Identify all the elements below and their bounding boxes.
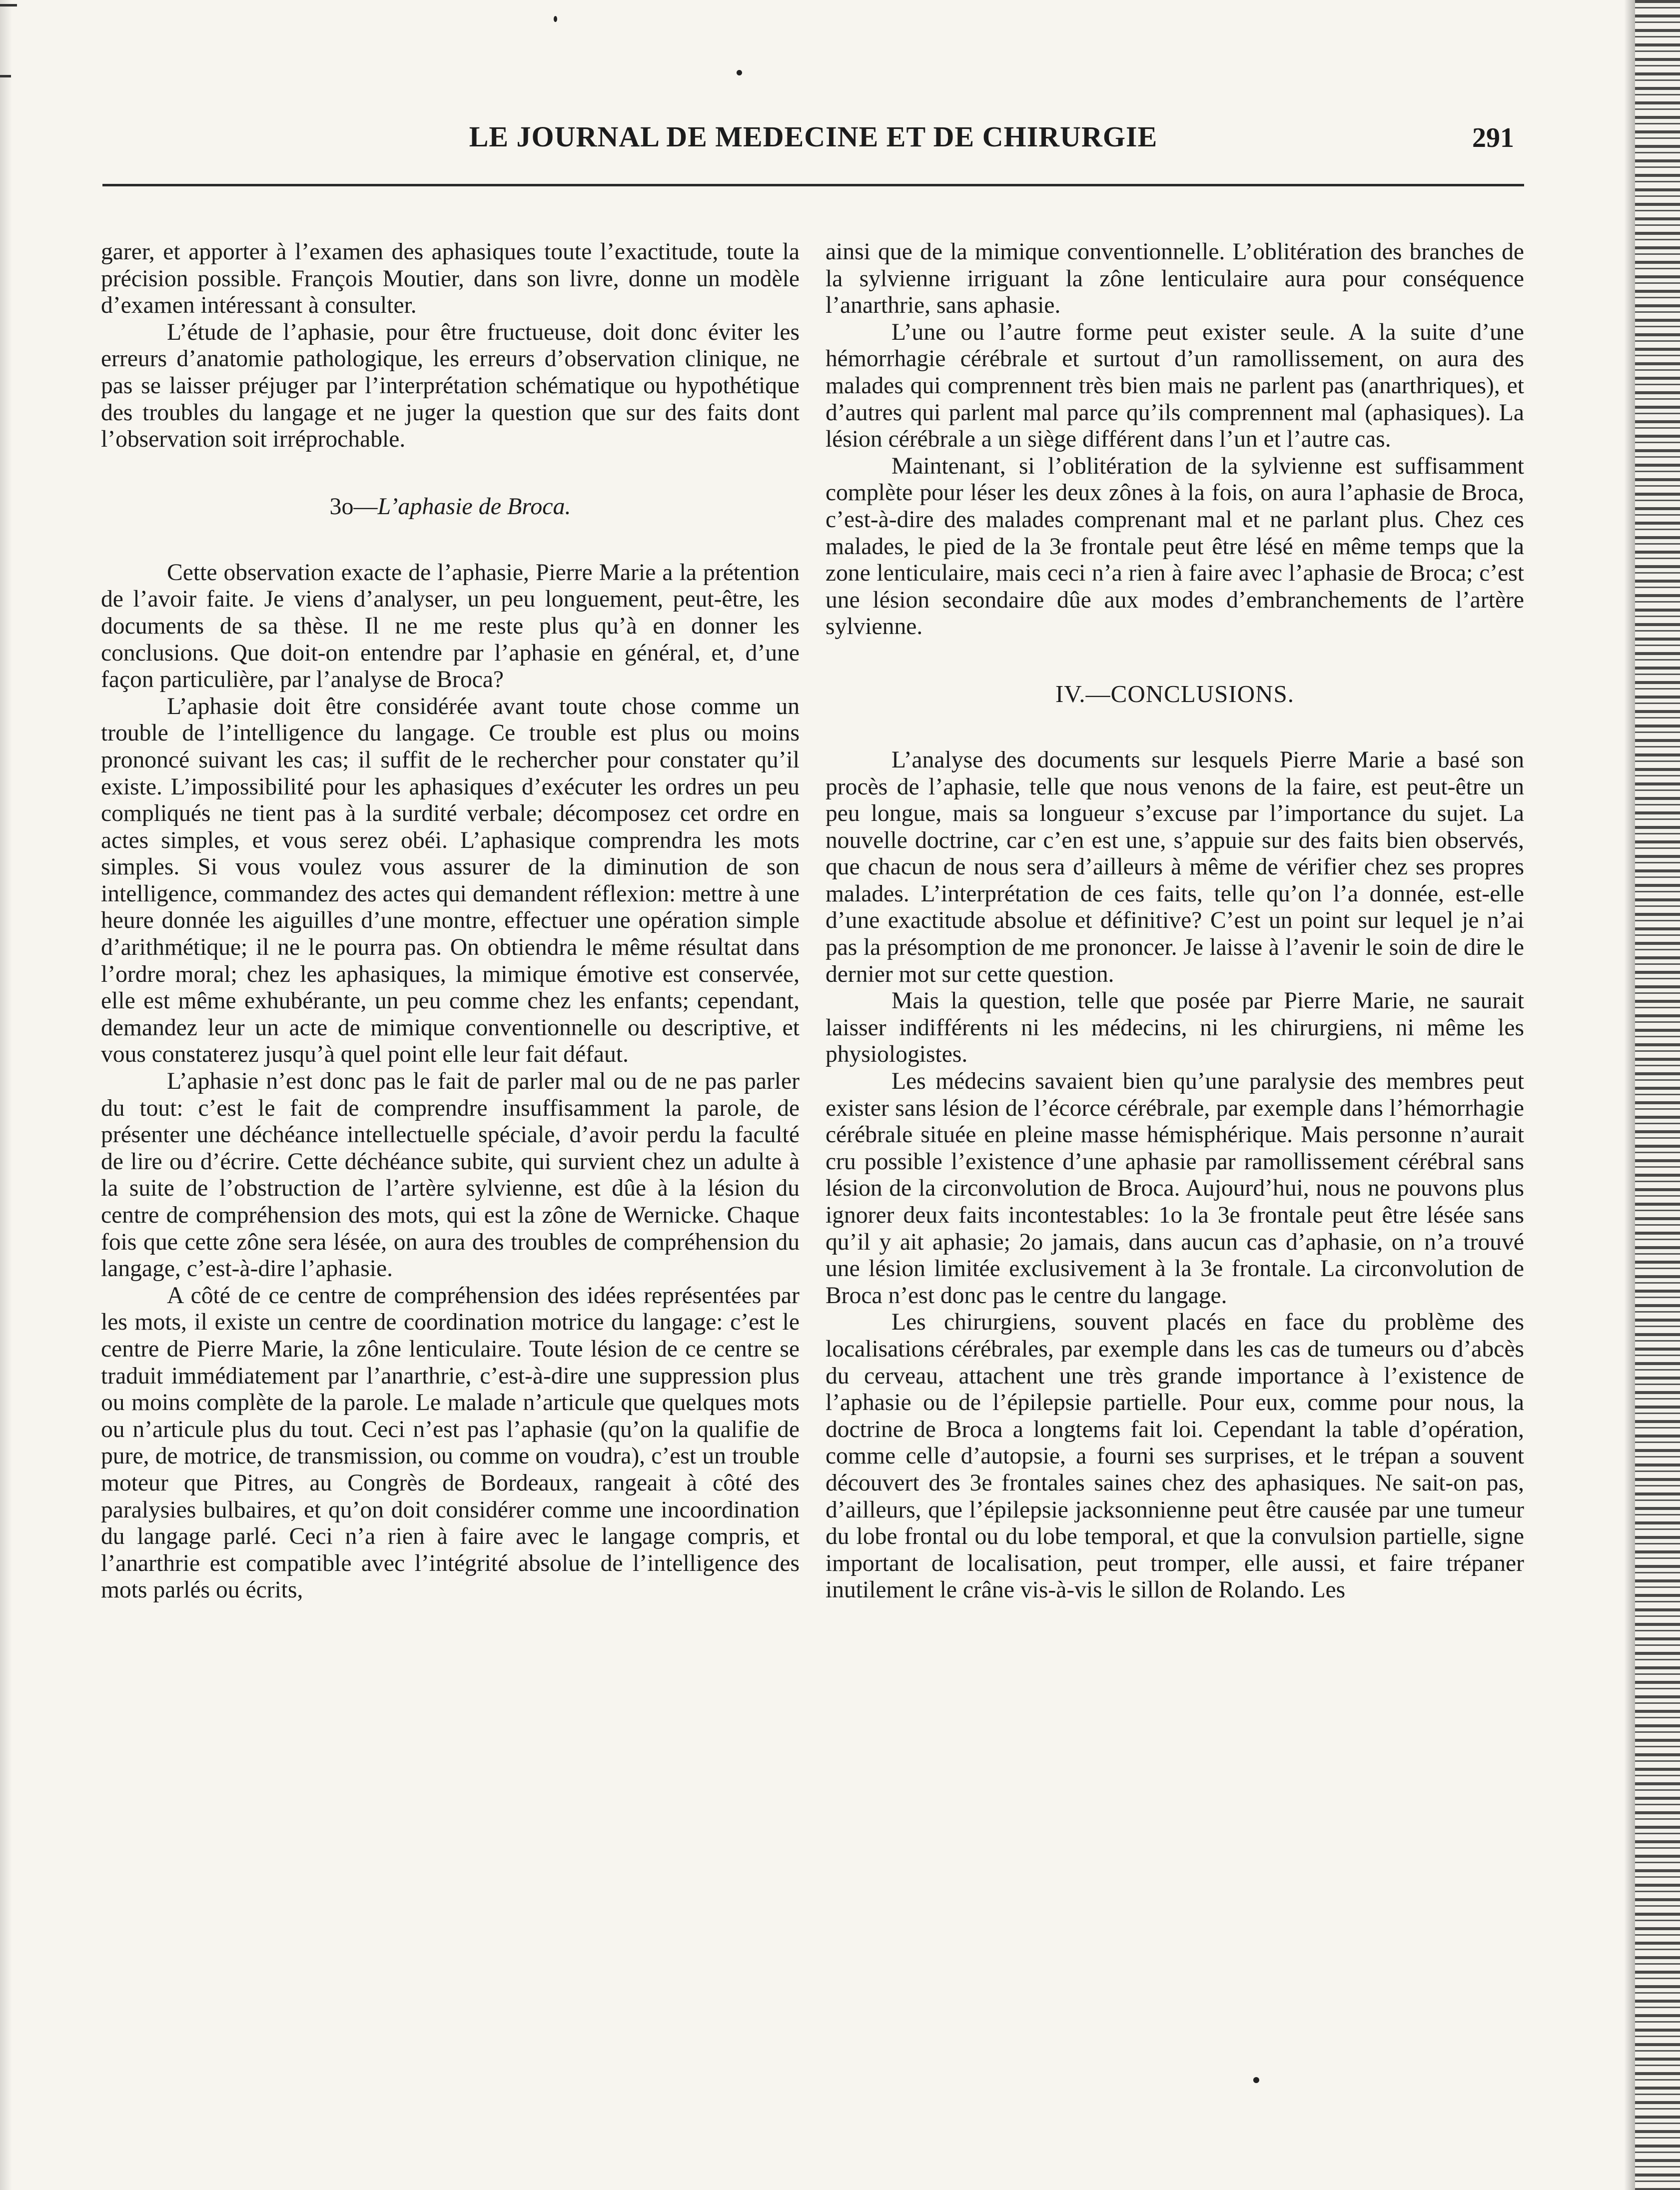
section-title: L’aphasie de Broca. bbox=[377, 493, 571, 520]
scan-edge-shadow bbox=[1624, 0, 1635, 2190]
page-header bbox=[102, 120, 1524, 175]
paragraph: ainsi que de la mimique conventionnelle. L’oblitération des branches de la sylvienne irriguant la zône lenticulaire aura pour conséquence l’anarthrie, sans aphasie. bbox=[826, 239, 1524, 319]
paragraph: garer, et apporter à l’examen des aphasiques toute l’exactitude, toute la précision possible. François Moutier, dans son livre, donne un modèle d’examen intéressant à consulter. bbox=[101, 239, 800, 319]
paragraph: A côté de ce centre de compréhension des idées représentées par les mots, il existe un centre de coordination motrice du langage: c’est le centre de Pierre Marie, la zône lenticulaire. Toute lésion de ce centre se traduit immédiatement par l’anarthrie, c’est-à-dire une suppression plus ou moins complète de la parole. Le malade n’articule que quelques mots ou n’articule plus du tout. Ceci n’est pas l’aphasie (qu’on la qualifie de pure, de motrice, de transmission, ou comme on voudra), c’est un trouble moteur que Pitres, au Congrès de Bordeaux, rangeait à côté des paralysies bulbaires, et qu’on doit considérer comme une incoordination du langage parlé. Ceci n’a rien à faire avec le langage compris, et l’anarthrie est compatible avec l’intégrité absolue de l’intelligence des mots parlés ou écrits, bbox=[101, 1282, 800, 1603]
page-number: 291 bbox=[1472, 122, 1514, 153]
paragraph: Maintenant, si l’oblitération de la sylvienne est suffisamment complète pour léser les deux zônes à la fois, on aura l’aphasie de Broca, c’est-à-dire des malades comprenant mal et ne parlant plus. Chez ces malades, le pied de la 3e frontale peut être lésé en même temps que la zone lenticulaire, mais ceci n’a rien à faire avec l’aphasie de Broca; c’est une lésion secondaire dûe aux modes d’embranchements de l’artère sylvienne. bbox=[826, 453, 1524, 640]
paragraph: L’aphasie n’est donc pas le fait de parler mal ou de ne pas parler du tout: c’est le fait de comprendre insuffisamment la parole, de présenter une déchéance intellectuelle spéciale, d’avoir perdu la faculté de lire ou d’écrire. Cette déchéance subite, qui survient chez un adulte à la suite de l’obstruction de l’artère sylvienne, est dûe à la lésion du centre de compréhension des mots, qui est la zône de Wernicke. Chaque fois que cette zône sera lésée, on aura des troubles de compréhension du langage, c’est-à-dire l’aphasie. bbox=[101, 1068, 800, 1282]
paragraph: Cette observation exacte de l’aphasie, Pierre Marie a la prétention de l’avoir faite. Je viens d’analyser, un peu longuement, peut-être, les documents de sa thèse. Il ne me reste plus qu’à en donner les conclusions. Que doit-on entendre par l’aphasie en général, et, d’une façon particulière, par l’analyse de Broca? bbox=[101, 559, 800, 693]
scan-mark bbox=[0, 75, 11, 77]
paragraph: Mais la question, telle que posée par Pierre Marie, ne saurait laisser indifférents ni les médecins, ni les chirurgiens, ni même les physiologistes. bbox=[826, 988, 1524, 1068]
paragraph: L’analyse des documents sur lesquels Pierre Marie a basé son procès de l’aphasie, telle que nous venons de la faire, est peut-être un peu longue, mais sa longueur s’excuse par l’importance du sujet. La nouvelle doctrine, car c’en est une, s’appuie sur des faits bien observés, que chacun de nous sera d’ailleurs à même de vérifier chez ses propres malades. L’interprétation de ces faits, telle qu’on l’a donnée, est-elle d’une exactitude absolue et définitive? C’est un point sur lequel je n’ai pas la présomption de me prononcer. Je laisse à l’avenir le soin de dire le dernier mot sur cette question. bbox=[826, 746, 1524, 987]
scan-binding-edge bbox=[1635, 0, 1680, 2190]
print-speck bbox=[554, 16, 557, 22]
right-column bbox=[826, 239, 1524, 1604]
paragraph: Les médecins savaient bien qu’une paralysie des membres peut exister sans lésion de l’écorce cérébrale, par exemple dans l’hémorrhagie cérébrale située en pleine masse hémisphérique. Mais personne n’aurait cru possible l’existence d’une aphasie par ramollissement cérébral sans lésion de la circonvolution de Broca. Aujourd’hui, nous ne pouvons plus ignorer deux faits incontestables: 1o la 3e frontale peut être lésée sans qu’il y ait aphasie; 2o jamais, dans aucun cas d’aphasie, on n’a trouvé une lésion limitée exclusivement à la 3e frontale. La circonvolution de Broca n’est donc pas le centre du langage. bbox=[826, 1068, 1524, 1309]
paragraph: Les chirurgiens, souvent placés en face du problème des localisations cérébrales, par exemple dans les cas de tumeurs ou d’abcès du cerveau, attachent une très grande importance à l’existence de l’aphasie ou de l’épilepsie partielle. Pour eux, comme pour nous, la doctrine de Broca a longtems fait loi. Cependant la table d’opération, comme celle d’autopsie, a fourni ses surprises, et le trépan a souvent découvert des 3e frontales saines chez des aphasiques. Ne sait-on pas, d’ailleurs, que l’épilepsie jacksonnienne peut être causée par une tumeur du lobe frontal ou du lobe temporal, et que la convulsion partielle, signe important de localisation, peut tromper, elle aussi, et faire trépaner inutilement le crâne vis-à-vis le sillon de Rolando. Les bbox=[826, 1309, 1524, 1603]
scan-left-shadow bbox=[0, 0, 12, 2190]
section-heading bbox=[101, 453, 800, 560]
section-number: 3o— bbox=[329, 493, 378, 520]
header-rule bbox=[102, 184, 1524, 186]
print-speck bbox=[1253, 2077, 1259, 2083]
conclusions-heading: IV.—CONCLUSIONS. bbox=[1055, 680, 1294, 708]
paragraph: L’étude de l’aphasie, pour être fructueuse, doit donc éviter les erreurs d’anatomie pathologique, les erreurs d’observation clinique, ne pas se laisser préjuger par l’interprétation schématique ou hypothétique des troubles du langage et ne juger la question que sur des faits dont l’observation soit irréprochable. bbox=[101, 319, 800, 453]
paragraph: L’aphasie doit être considérée avant toute chose comme un trouble de l’intelligence du langage. Ce trouble est plus ou moins prononcé suivant les cas; il suffit de le rechercher pour constater qu’il existe. L’impossibilité pour les aphasiques d’exécuter les ordres un peu compliqués ne tient pas à la surdité verbale; décomposez cet ordre en actes simples, et vous serez obéi. L’aphasique comprendra les mots simples. Si vous voulez vous assurer de la diminution de son intelligence, commandez des actes qui demandent réflexion: mettre à une heure donnée les aiguilles d’une montre, effectuer une opération simple d’arithmétique; il ne le pourra pas. On obtiendra le même résultat dans l’ordre moral; chez les aphasiques, la mimique émotive est conservée, elle est même exhubérante, un peu comme chez les enfants; cependant, demandez leur un acte de mimique conventionnelle ou descriptive, et vous constaterez jusqu’à quel point elle leur fait défaut. bbox=[101, 693, 800, 1068]
print-speck bbox=[737, 70, 742, 75]
scan-mark bbox=[0, 4, 17, 6]
paragraph: L’une ou l’autre forme peut exister seule. A la suite d’une hémorrhagie cérébrale et surtout d’un ramollissement, on aura des malades qui comprennent très bien mais ne parlent pas (anarthriques), et d’autres qui parlent mal parce qu’ils comprennent mal (aphasiques). La lésion cérébrale a un siège différent dans l’un et l’autre cas. bbox=[826, 319, 1524, 453]
left-column bbox=[101, 239, 800, 1604]
journal-title: LE JOURNAL DE MEDECINE ET DE CHIRURGIE bbox=[469, 120, 1158, 153]
